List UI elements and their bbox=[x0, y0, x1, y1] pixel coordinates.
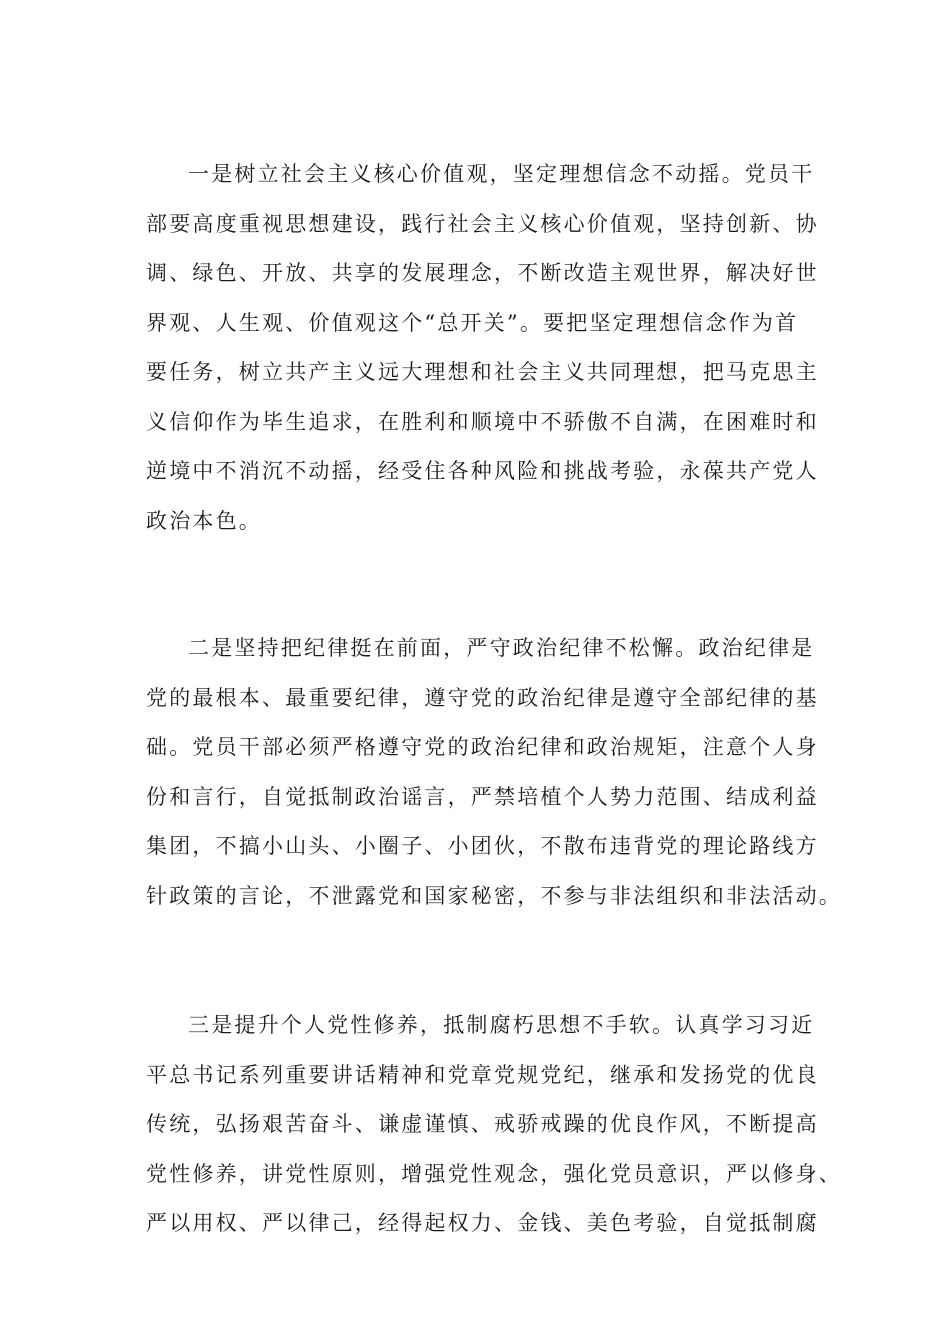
text-line: 党的最根本、最重要纪律，遵守党的政治纪律是遵守全部纪律的基 bbox=[146, 685, 819, 710]
text-line: 要任务，树立共产主义远大理想和社会主义共同理想，把马克思主 bbox=[146, 360, 819, 384]
text-line: 逆境中不消沉不动摇，经受住各种风险和挑战考验，永葆共产党人 bbox=[146, 459, 819, 483]
paragraph-3 bbox=[146, 1001, 842, 1249]
text-line: 平总书记系列重要讲话精神和党章党规党纪，继承和发扬党的优良 bbox=[146, 1062, 819, 1087]
text-line: 义信仰作为毕生追求，在胜利和顺境中不骄傲不自满，在困难时和 bbox=[146, 409, 819, 434]
text-line: 部要高度重视思想建设，践行社会主义核心价值观，坚持创新、协 bbox=[146, 211, 819, 236]
text-line: 调、绿色、开放、共享的发展理念，不断改造主观世界，解决好世 bbox=[146, 261, 819, 285]
text-line: 础。党员干部必须严格遵守党的政治纪律和政治规矩，注意个人身 bbox=[146, 735, 819, 759]
text-line: 传统，弘扬艰苦奋斗、谦虚谨慎、戒骄戒躁的优良作风，不断提高 bbox=[146, 1112, 819, 1136]
text-line: 界观、人生观、价值观这个“总开关”。要把坚定理想信念作为首 bbox=[146, 310, 799, 335]
text-line: 二是坚持把纪律挺在前面，严守政治纪律不松懈。政治纪律是 bbox=[188, 636, 815, 660]
text-line: 针政策的言论，不泄露党和国家秘密，不参与非法组织和非法活动。 bbox=[146, 883, 842, 908]
text-line: 严以用权、严以律己，经得起权力、金钱、美色考验，自觉抵制腐 bbox=[146, 1211, 819, 1235]
text-line: 集团，不搞小山头、小圈子、小团伙，不散布违背党的理论路线方 bbox=[146, 834, 819, 858]
paragraph-2 bbox=[146, 624, 842, 921]
text-line: 党性修养，讲党性原则，增强党性观念，强化党员意识，严以修身、 bbox=[146, 1161, 842, 1186]
text-line: 三是提升个人党性修养，抵制腐朽思想不手软。认真学习习近 bbox=[188, 1013, 815, 1037]
text-line: 一是树立社会主义核心价值观，坚定理想信念不动摇。党员干 bbox=[188, 162, 815, 186]
text-line: 份和言行，自觉抵制政治谣言，严禁培植个人势力范围、结成利益 bbox=[146, 784, 819, 809]
paragraph-1 bbox=[146, 150, 826, 546]
text-line: 政治本色。 bbox=[146, 508, 262, 533]
